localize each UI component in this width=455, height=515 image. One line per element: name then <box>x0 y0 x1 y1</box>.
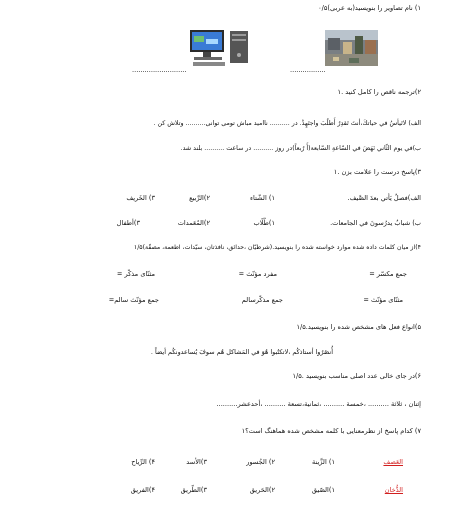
q1-blank-right[interactable]: ................. <box>290 66 326 74</box>
q6-number-line[interactable]: إثنان ، ثلاثة .......... ،خمسة .......... ،ثمانية،تسعة .......... ،أحدعشر.......... <box>216 400 421 408</box>
q3-title: ۳)پاسخ درست را علامت بزن .۱ <box>333 168 421 176</box>
q3-b-option-2[interactable]: ۲)المُعَمدات <box>177 219 210 227</box>
q6-title: ۶)در جای خالی عدد اصلی مناسب بنویسید .۱/۵ <box>292 372 421 380</box>
q1-blank-left[interactable]: .......................... <box>132 66 187 74</box>
q3-a-option-2[interactable]: ۲)الرَّبيع <box>189 194 210 202</box>
q4-row1-cell-1: جمع مکسّر = <box>369 270 407 278</box>
q5-sentence: أُنصُرُوا أستاذكُم ،لاتكتُبوا هُوَ في المَشاكل هُم سوفَ يُساعدونكُم أيضاً . <box>150 348 333 356</box>
q7-b-option-4[interactable]: ۴)الفريق <box>130 486 155 494</box>
q7-a-option-3[interactable]: ۳)الأسد <box>186 458 207 466</box>
q1-title: ۱) نام تصاویر را بنویسید(به عربی)۰/۵ <box>318 4 421 12</box>
q7-a-option-4[interactable]: ۴) الرِّياح <box>131 458 155 466</box>
q3-b-question: ب) شبابٌ يدرُسونَ في الجامعات. <box>330 219 421 227</box>
q5-title: ۵)انواع فعل های مشخص شده را بنویسید.۱/۵ <box>296 323 421 331</box>
q4-row2-cell-1: مثنّای مؤنّث = <box>363 296 403 304</box>
q3-b-option-3[interactable]: ۳)أطفال <box>116 219 140 227</box>
q3-b-option-1[interactable]: ۱)طُلّاب <box>253 219 275 227</box>
q7-a-option-2[interactable]: ۲) الجُسور <box>246 458 275 466</box>
q4-title: ۴)از میان کلمات داده شده موارد خواسته شده را بنویسید.(شرطیّان ،حدائق، نافذتان، سیّدات، اطعمة، مصفّة)۱/۵ <box>133 244 421 251</box>
q3-a-option-1[interactable]: ۱) الشّتاء <box>249 194 275 202</box>
q4-row2-cell-2: جمع مذکّرسالم <box>241 296 283 304</box>
q7-title: ۷) کدام پاسخ از نظرمعنایی با کلمه مشخص شده هماهنگ است؟۱ <box>241 427 421 435</box>
q3-a-question: الف)فصلٌ يَأتي بعدَ الصَّيف. <box>347 194 421 202</box>
q3-a-option-3[interactable]: ۳) الخَريف <box>126 194 155 202</box>
q7-b-word: الدُّخان <box>384 486 403 494</box>
q2-sentence-b: ب)في يوم الثّاني نَهَضَ في السّاعةِ السّابعة(أَ رُبعاً)در روز .......... در ساعت .......... بلند شد. <box>180 145 421 152</box>
q7-b-option-2[interactable]: ۲)الحَريق <box>249 486 275 494</box>
q7-b-option-3[interactable]: ۳)الطّريق <box>180 486 207 494</box>
q4-row2-cell-3: جمع مؤنّث سالم= <box>108 296 159 304</box>
q2-title: ۲)ترجمه ناقص را کامل کنید .۱ <box>337 88 421 96</box>
q7-a-option-1[interactable]: ۱) الزَّينة <box>311 458 335 466</box>
q2-sentence-a: الف) لاتَيأسُ في حياتكَ،أنتَ تَقدِرُ أَطلُبَ واجتَهِدْ. در .......... ناامید مباش تومی توانی.......... وتلاش کن . <box>153 120 421 127</box>
landscape-image <box>325 30 378 66</box>
q7-a-word: العَصف <box>383 458 403 466</box>
q4-row1-cell-3: مثنّای مذکّر = <box>116 270 155 278</box>
q4-row1-cell-2: مفرد مؤنّث = <box>238 270 277 278</box>
q7-b-option-1[interactable]: ۱)الصّيق <box>311 486 335 494</box>
computer-image <box>188 27 254 67</box>
